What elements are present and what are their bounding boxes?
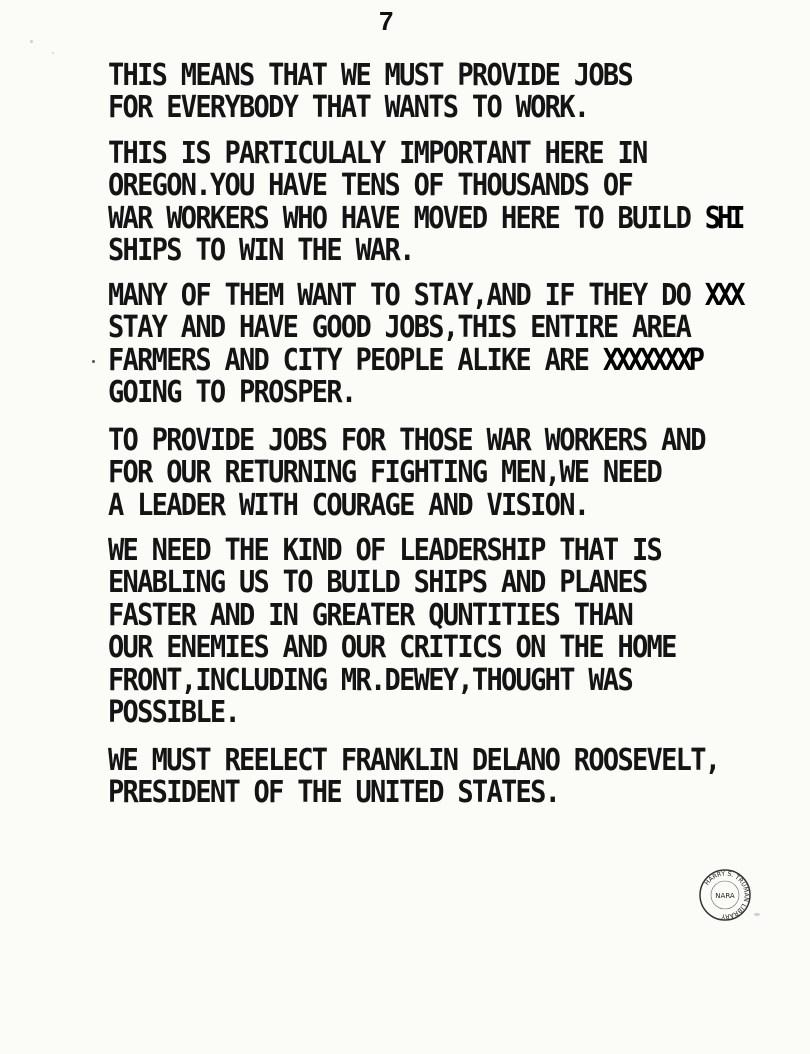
text-line: OREGON.YOU HAVE TENS OF THOUSANDS OF	[108, 168, 632, 204]
paragraph-5	[108, 535, 676, 729]
text-line: TO PROVIDE JOBS FOR THOSE WAR WORKERS AND	[108, 423, 705, 458]
text-line	[108, 201, 742, 237]
paragraph-6	[108, 745, 719, 810]
text-line: ENABLING US TO BUILD SHIPS AND PLANES	[108, 565, 647, 601]
paper-speck	[92, 360, 95, 363]
strikeover-text: XXXXXXXP	[602, 342, 701, 378]
text-segment: WAR WORKERS WHO HAVE MOVED HERE TO BUILD	[108, 200, 691, 236]
text-line: THIS IS PARTICULALY IMPORTANT HERE IN	[108, 136, 647, 171]
text-segment: FARMERS AND CITY PEOPLE ALIKE ARE	[108, 342, 589, 378]
text-line: FOR OUR RETURNING FIGHTING MEN,WE NEED	[108, 455, 662, 491]
paragraph-2	[108, 138, 742, 268]
paragraph-1	[108, 60, 632, 125]
strikeover-text: SHI	[704, 200, 742, 236]
text-line: FOR EVERYBODY THAT WANTS TO WORK.	[108, 90, 589, 126]
text-line: POSSIBLE.	[108, 695, 239, 730]
stamp-ring-text: HARRY S. TRUMAN LIBRARY	[703, 870, 750, 920]
text-line	[108, 343, 742, 379]
text-line: STAY AND HAVE GOOD JOBS,THIS ENTIRE AREA	[108, 310, 691, 346]
paragraph-3	[108, 280, 742, 410]
text-line: SHIPS TO WIN THE WAR.	[108, 233, 414, 268]
text-line: THIS MEANS THAT WE MUST PROVIDE JOBS	[108, 58, 632, 93]
text-line: FASTER AND IN GREATER QUNTITIES THAN	[108, 597, 632, 633]
library-stamp-icon	[698, 868, 752, 922]
page-number: 7	[379, 6, 394, 36]
paragraph-4	[108, 425, 705, 522]
text-line: WE NEED THE KIND OF LEADERSHIP THAT IS	[108, 533, 662, 568]
strikeover-text: XXX	[704, 278, 742, 313]
paper-speck	[30, 40, 33, 43]
paper-speck	[52, 52, 54, 54]
text-line: FRONT,INCLUDING MR.DEWEY,THOUGHT WAS	[108, 662, 632, 698]
paper-speck	[754, 913, 760, 916]
text-line: WE MUST REELECT FRANKLIN DELANO ROOSEVELT,	[108, 743, 720, 778]
text-segment: MANY OF THEM WANT TO STAY,AND IF THEY DO	[108, 278, 691, 313]
text-line: PRESIDENT OF THE UNITED STATES.	[108, 775, 560, 811]
text-line: GOING TO PROSPER.	[108, 375, 356, 410]
stamp-center-text: NARA	[715, 892, 735, 900]
text-line: A LEADER WITH COURAGE AND VISION.	[108, 487, 589, 523]
text-line	[108, 278, 742, 314]
text-line: OUR ENEMIES AND OUR CRITICS ON THE HOME	[108, 630, 676, 665]
